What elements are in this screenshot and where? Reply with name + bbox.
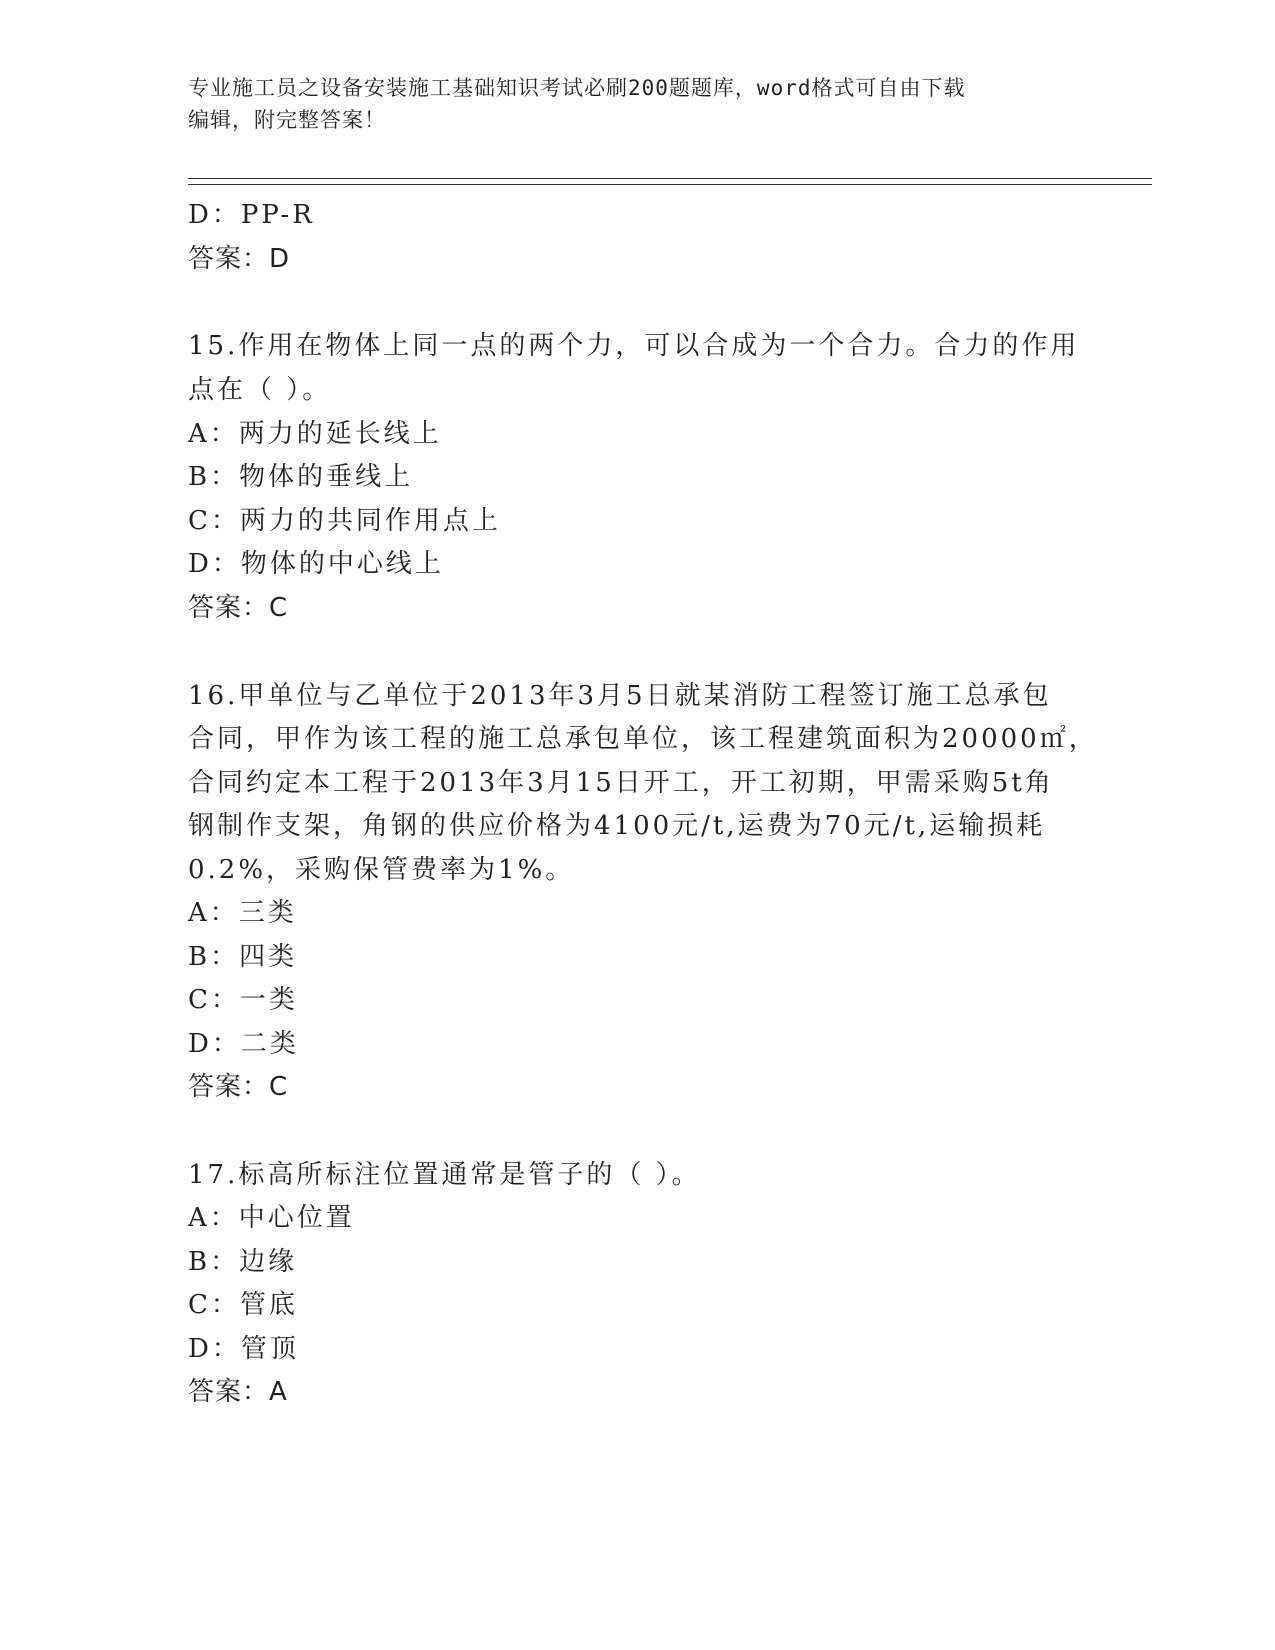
header-line-1: 专业施工员之设备安装施工基础知识考试必刷200题题库，word格式可自由下载 bbox=[188, 76, 966, 100]
q15-stem-line-2: 点在（ ）。 bbox=[188, 375, 332, 405]
q16-stem-line-2: 合同，甲作为该工程的施工总承包单位，该工程建筑面积为20000㎡， bbox=[188, 724, 1098, 754]
q16-stem-line-3: 合同约定本工程于2013年3月15日开工，开工初期，甲需采购5t角 bbox=[188, 768, 1054, 798]
header-divider-bottom bbox=[188, 184, 1152, 185]
q15-option-c: C：两力的共同作用点上 bbox=[188, 506, 501, 536]
page-header bbox=[188, 72, 1088, 136]
q17-stem-line-1: 17.标高所标注位置通常是管子的（ ）。 bbox=[188, 1160, 701, 1190]
q14-option-d: D：PP-R bbox=[188, 200, 315, 230]
q15-answer: 答案：C bbox=[188, 593, 289, 623]
q17-option-c: C：管底 bbox=[188, 1290, 298, 1320]
q15-option-d: D：物体的中心线上 bbox=[188, 549, 444, 579]
q17-option-b: B：边缘 bbox=[188, 1247, 298, 1277]
header-line-2: 编辑，附完整答案！ bbox=[188, 108, 386, 132]
q17-option-d: D：管顶 bbox=[188, 1334, 299, 1364]
q16-stem-line-5: 0.2%，采购保管费率为1%。 bbox=[188, 855, 575, 885]
q15-stem-line-1: 15.作用在物体上同一点的两个力，可以合成为一个合力。合力的作用 bbox=[188, 331, 1080, 361]
q16-option-b: B：四类 bbox=[188, 942, 298, 972]
q16-option-c: C：一类 bbox=[188, 985, 298, 1015]
q14-answer: 答案：D bbox=[188, 244, 291, 274]
q16-stem-line-1: 16.甲单位与乙单位于2013年3月5日就某消防工程签订施工总承包 bbox=[188, 681, 1052, 711]
q16-answer: 答案：C bbox=[188, 1072, 289, 1102]
q15-option-a: A：两力的延长线上 bbox=[188, 419, 442, 449]
q16-option-d: D：二类 bbox=[188, 1029, 299, 1059]
q16-stem-line-4: 钢制作支架，角钢的供应价格为4100元/t,运费为70元/t,运输损耗 bbox=[188, 811, 1046, 841]
q17-answer: 答案：A bbox=[188, 1377, 288, 1407]
q17-option-a: A：中心位置 bbox=[188, 1203, 355, 1233]
q15-option-b: B：物体的垂线上 bbox=[188, 462, 414, 492]
header-divider-top bbox=[188, 178, 1152, 179]
q16-option-a: A：三类 bbox=[188, 898, 297, 928]
